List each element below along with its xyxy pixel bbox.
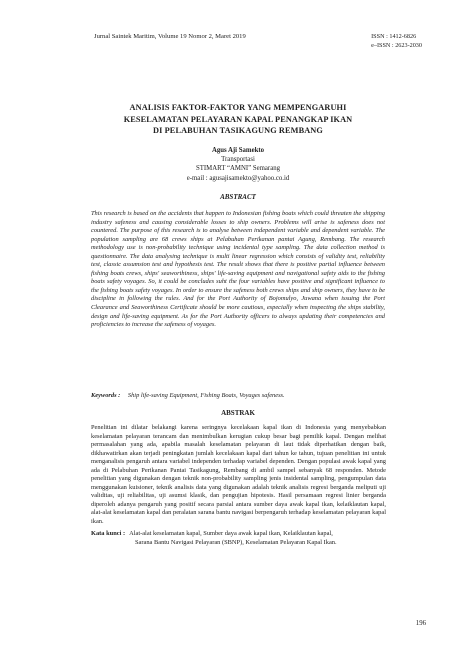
kata-kunci-text-2: Sarana Bantu Navigasi Pelayaran (SBNP), Keselamatan Pelayaran Kapal Ikan. <box>135 538 337 546</box>
issn: ISSN : 1412-6826 <box>371 33 417 40</box>
title-line: KESELAMATAN PELAYARAN KAPAL PENANGKAP IKAN <box>123 114 353 124</box>
abstract-text: This research is based on the accidents that happen to Indonesian fishing boats which could threaten the shipping industry safeness and causing considerable losses to ship owners. Problems will arise is safeness does not countered. The purpose of this research is to analyse between independent variable and dependent variable. The population sampling are 68 crews ships at Pelabuhan Perikanan pantai Agung, Rembang. The research methodology use is non-probability technique using incidental type sampling. The data collection method is questionnaire. The data analysing technique is multi linear regression which consists of validity test, reliability test, classic assumsion test and hypothesis test. The result shows that there is positive partial influence between fishing boats crews, ships' seaworthiness, ships' life-saving equipment and navigational safety aids to the fishing boats safety voyages. So, it could be concludes suht the four variables have positive and significant influence to the fishing boats safety voyages. In order to ensure the safeness both crews ships and ship owners, they have to be discipline in following the rules. And for the Port Authority of Bojomulyo, Juwana when issuing the Port Clearance and Seaworthiness Certificate should be more cautious, especially when inspecting the ships stability, design and life-saving equipment. As for the Port Authority officers to always updating their competencies and proficiencies to increase the safeness of voyages. <box>91 210 385 329</box>
title-line: DI PELABUHAN TASIKAGUNG REMBANG <box>153 126 323 135</box>
title-line: ANALISIS FAKTOR-FAKTOR YANG MEMPENGARUHI <box>129 103 347 112</box>
keywords-label: Keywords : <box>91 392 121 399</box>
author-email: e-mail : agusajisamekto@yahoo.co.id <box>186 174 290 182</box>
author-dept: Transportasi <box>221 156 255 164</box>
page-number: 196 <box>415 620 426 627</box>
kata-kunci-text-1: Alat-alat keselamatan kapal, Sumber daya awak kapal ikan, Kelaiklautan kapal, <box>129 530 333 537</box>
abstract-heading: ABSTRACT <box>220 193 256 201</box>
journal-header: Jurnal Saintek Maritim, Volume 19 Nomor 2, Maret 2019 <box>94 33 246 40</box>
author-name: Agus Aji Samekto <box>211 147 265 154</box>
abstrak-text: Penelitian ini dilatar belakangi karena seringnya kecelakaan kapal ikan di Indonesia yang menyebabkan keselamatan pelayaran terancam dan menimbulkan kerugian cukup besar bagi pemilik kapal. Dengan melihat permasalahan yang ada, apabila masalah keselamatan pelayaran di laut tidak diperhatikan dengan baik, dikhawatirkan akan terjadi peningkatan jumlah kecelakaan kapal dari tahun ke tahun, tujuan penelitian ini untuk menganalisis pengaruh antara variabel independen terhadap variabel dependen. Dengan populasi awak kapal yang ada di Pelabuhan Perikanan Pantai Tasikagung, Rembang di ambil sampel sebanyak 68 responden. Metode penelitian yang digunakan dengan teknik non-probability sampling jenis insidental sampling, pengumpulan data menggunakan kuisioner, teknik analisis data yang digunakan adalah teknik analisis regresi berganda meliputi uji validitas, uji reliabilitas, uji asumsi klasik, dan pengujian hipotesis. Hasil persamaan regresi linier berganda diperoleh adanya pengaruh yang positif secara parsial antara sumber daya awak kapal ikan, kelaiklautan kapal, alat-alat keselamatan kapal dan peralatan sarana bantu navigasi berpengaruh terhadap keselamatan pelayaran kapal ikan. <box>91 424 386 526</box>
kata-kunci-label: Kata kunci : <box>91 530 126 537</box>
abstrak-heading: ABSTRAK <box>221 409 255 417</box>
kata-kunci-line-1 <box>91 530 386 539</box>
author-institution: STIMART “AMNI” Semarang <box>195 165 281 173</box>
e-issn: e–ISSN : 2623-2030 <box>371 42 422 49</box>
issn-block <box>371 32 422 50</box>
author-block <box>60 146 416 183</box>
keywords-text: Ship life-saving Equipment, Fishing Boats, Voyages safeness. <box>127 392 285 399</box>
paper-title <box>60 102 416 137</box>
keywords <box>91 392 385 399</box>
kata-kunci <box>91 530 386 547</box>
